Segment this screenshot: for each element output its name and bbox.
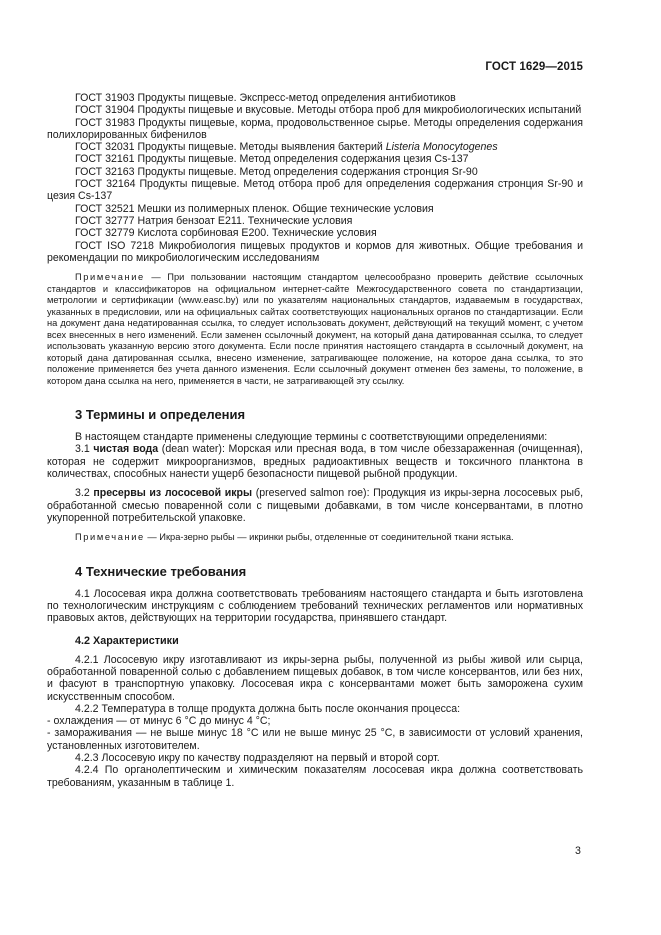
term-number: 3.2 [75,487,94,500]
terms-note [47,532,583,544]
references-note [47,272,583,387]
paragraph-gap [47,480,583,487]
page-number: 3 [575,845,581,857]
temperature-item-freezing: - замораживания — не выше минус 18 °С или не выше минус 25 °С, в зависимости от условий хранения, установленных изготовителем. [47,727,583,752]
section-3-heading: 3 Термины и определения [75,407,246,423]
terms-intro: В настоящем стандарте применены следующие термины с соответствующими определениями: [75,431,548,444]
reference-item: ГОСТ 32164 Продукты пищевые. Метод отбора проб для определения содержания стронция Sr-90 и цезия Cs-137 [47,178,583,203]
note-label: Примечание [75,532,145,543]
term-number: 3.1 [75,443,94,456]
reference-item: ГОСТ 32161 Продукты пищевые. Метод определения содержания цезия Cs-137 [75,153,469,166]
normative-references-list [47,92,583,264]
reference-item: ГОСТ ISO 7218 Микробиология пищевых продуктов и кормов для животных. Общие требования и рекомендации по микробиологическим исследованиям [47,239,583,264]
reference-item: ГОСТ 32163 Продукты пищевые. Метод определения содержания стронция Sr-90 [75,165,478,178]
term-name: пресервы из лососевой икры [93,487,253,500]
term-3-2 [47,487,583,524]
reference-item: ГОСТ 32779 Кислота сорбиновая Е200. Технические условия [75,227,377,240]
reference-italic-name: Listeria Monocytogenes [385,141,498,154]
clause-4-1: 4.1 Лососевая икра должна соответствовать требованиям настоящего стандарта и быть изготовлена по технологическим инструкциям с соблюдением требований технических регламентов или нормативных правовых актов, действующих на территории государства, принявшего стандарт. [47,587,583,625]
term-definition: (preserved salmon roe): Продукция из икры-зерна лососевых рыб, обработанной смесью поваренной соли с пищевыми добавками, в том числе консервантами, в плотно укупоренной потребительской упаковке. [47,487,584,524]
term-definition: (dean water): Морская или пресная вода, в том числе обеззараженная (очищенная), которая не содержит микроорганизмов, вредных радиоактивных веществ и токсичного планктона в количествах, способных нанести ущерб безопасности пищевой рыбной продукции. [47,443,583,481]
reference-item: ГОСТ 31903 Продукты пищевые. Экспресс-метод определения антибиотиков [75,92,456,104]
reference-text: ГОСТ 32031 Продукты пищевые. Методы выявления бактерий [75,141,386,154]
note-dash: — [144,272,168,283]
note-label: Примечание [75,272,145,283]
term-name: чистая вода [93,443,159,456]
reference-item: ГОСТ 32777 Натрия бензоат Е211. Технические условия [75,214,353,227]
document-id-header: ГОСТ 1629—2015 [485,61,583,73]
page-content [47,92,583,789]
subsection-4-2-heading: 4.2 Характеристики [75,634,179,647]
clause-4-2-1: 4.2.1 Лососевую икру изготавливают из икры-зерна рыбы, полученной из рыбы живой или сырца, обработанной поваренной солью с добавлением пищевых добавок, в том числе консервантов, или без них, и фасуют в транспортную упаковку. Лососевая икра с консервантами может быть заморожена сухим искусственным способом. [47,653,583,703]
clause-4-2-3: 4.2.3 Лососевую икру по качеству подразделяют на первый и второй сорт. [75,752,440,764]
reference-item: ГОСТ 31904 Продукты пищевые и вкусовые. Методы отбора проб для микробиологических испытаний [75,104,582,117]
temperature-item-cooling: - охлаждения — от минус 6 °С до минус 4 °С; [47,715,271,728]
note-dash: — [144,532,160,543]
note-text: При пользовании настоящим стандартом целесообразно проверить действие ссылочных стандартов и классификаторов на официальном интернет-сайте Межгосударственного совета по стандартизации, метрологии и сертификации (www.easc.by) или по указателям национальных стандартов, издаваемым в государствах, указанных в предисловии, или на официальных сайтах соответствующих национальных органов по стандартизации. Если на документ дана недатированная ссылка, то следует использовать документ, действующий на текущий момент, с учетом всех внесенных в него изменений. Если заменен ссылочный документ, на который дана датированная ссылка, то следует использовать указанную версию этого документа. Если после принятия настоящего стандарта в ссылочный документ, на который дана датированная ссылка, внесено изменение, затрагивающее положение, на которое дана ссылка, то это положение применяется без учета данного изменения. Если ссылочный документ отменен без замены, то положение, в котором дана ссылка на него, применяется в части, не затрагивающей эту ссылку. [47,272,583,386]
reference-item: ГОСТ 31983 Продукты пищевые, корма, продовольственное сырье. Методы определения содержания полихлорированных бифенилов [47,116,583,141]
clause-4-2-4: 4.2.4 По органолептическим и химическим показателям лососевая икра должна соответствовать требованиям, указанным в таблице 1. [47,764,583,789]
term-3-1 [47,443,583,480]
reference-item [47,141,583,153]
clause-4-2-2: 4.2.2 Температура в толще продукта должна быть после окончания процесса: [75,702,461,715]
note-text: Икра-зерно рыбы — икринки рыбы, отделенные от соединительной ткани ястыка. [159,532,514,543]
section-4-heading: 4 Технические требования [75,563,247,579]
reference-item: ГОСТ 32521 Мешки из полимерных пленок. Общие технические условия [75,202,434,215]
